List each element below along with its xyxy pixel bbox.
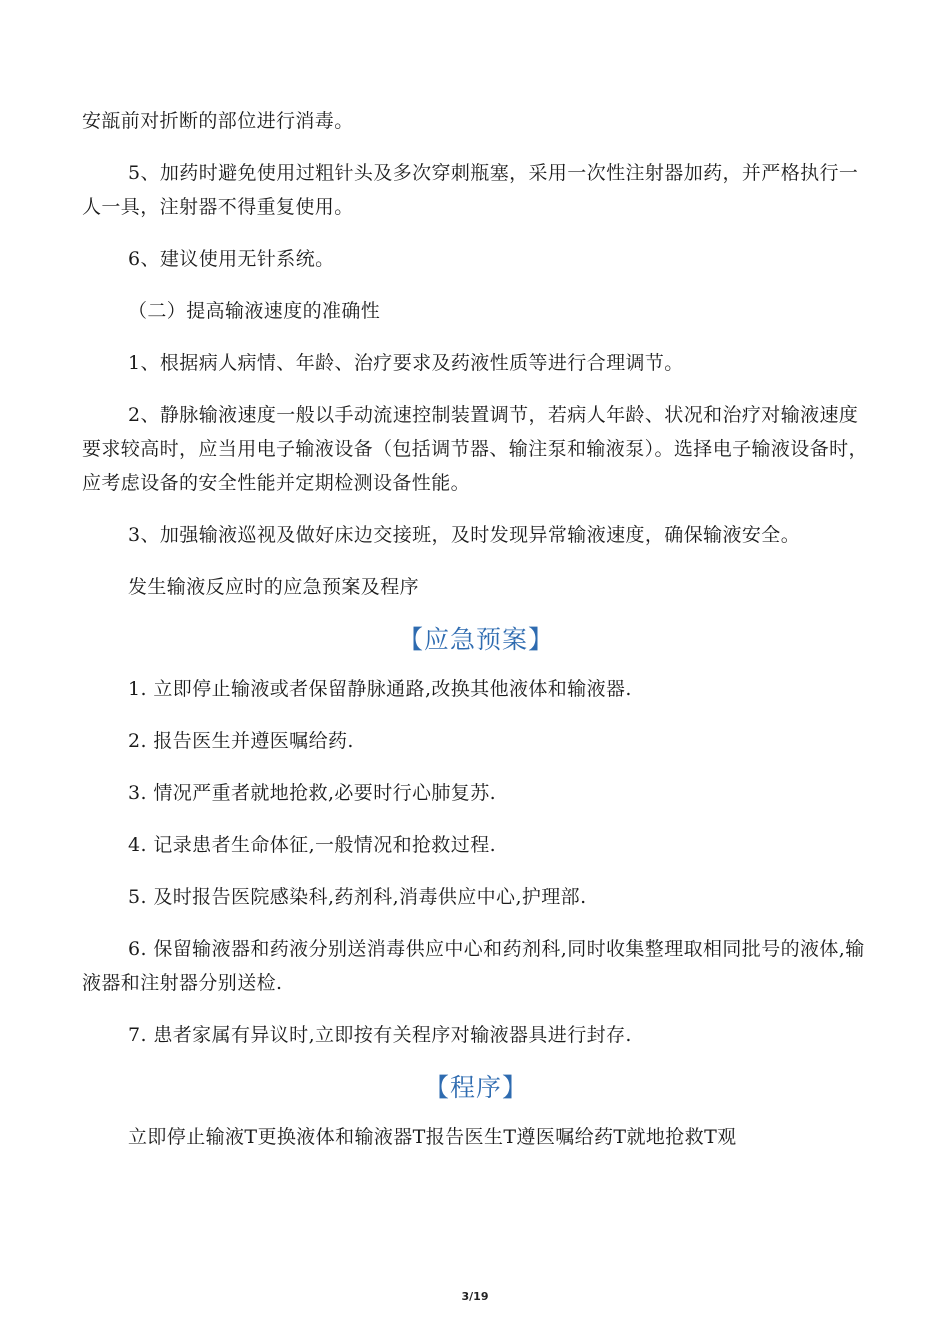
paragraph-item-5: 5、加药时避免使用过粗针头及多次穿刺瓶塞，采用一次性注射器加药，并严格执行一人一具，注射器不得重复使用。: [82, 162, 859, 218]
plan-item: 1. 立即停止输液或者保留静脉通路,改换其他液体和输液器.: [128, 678, 632, 700]
paragraph-rate-1: 1、根据病人病情、年龄、治疗要求及药液性质等进行合理调节。: [128, 352, 684, 374]
plan-item: 4. 记录患者生命体征,一般情况和抢救过程.: [128, 834, 497, 856]
section-subheading: （二）提高输液速度的准确性: [128, 300, 381, 322]
page-number: 3/19: [461, 1290, 489, 1303]
plan-item: 2. 报告医生并遵医嘱给药.: [128, 730, 354, 752]
document-body: [82, 104, 870, 1172]
paragraph-rate-3: 3、加强输液巡视及做好床边交接班，及时发现异常输液速度，确保输液安全。: [128, 524, 801, 546]
paragraph-rate-2: 2、静脉输液速度一般以手动流速控制装置调节，若病人年龄、状况和治疗对输液速度要求较高时，应当用电子输液设备（包括调节器、输注泵和输液泵）。选择电子输液设备时，应考虑设备的安全性能并定期检测设备性能。: [82, 404, 868, 494]
paragraph-item-6: 6、建议使用无针系统。: [128, 248, 335, 270]
paragraph-emergency-title: 发生输液反应时的应急预案及程序: [128, 576, 420, 598]
plan-item: 3. 情况严重者就地抢救,必要时行心肺复苏.: [128, 782, 497, 804]
procedure-text: 立即停止输液T更换液体和输液器T报告医生T遵医嘱给药T就地抢救T观: [128, 1126, 737, 1148]
paragraph-continuation: 安瓿前对折断的部位进行消毒。: [82, 110, 354, 132]
plan-item: 6. 保留输液器和药液分别送消毒供应中心和药剂科,同时收集整理取相同批号的液体,输液器和注射器分别送检.: [82, 938, 865, 994]
plan-item: 7. 患者家属有异议时,立即按有关程序对输液器具进行封存.: [128, 1024, 632, 1046]
heading-procedure: 【程序】: [423, 1073, 528, 1102]
heading-emergency-plan: 【应急预案】: [397, 625, 554, 654]
plan-item: 5. 及时报告医院感染科,药剂科,消毒供应中心,护理部.: [128, 886, 587, 908]
